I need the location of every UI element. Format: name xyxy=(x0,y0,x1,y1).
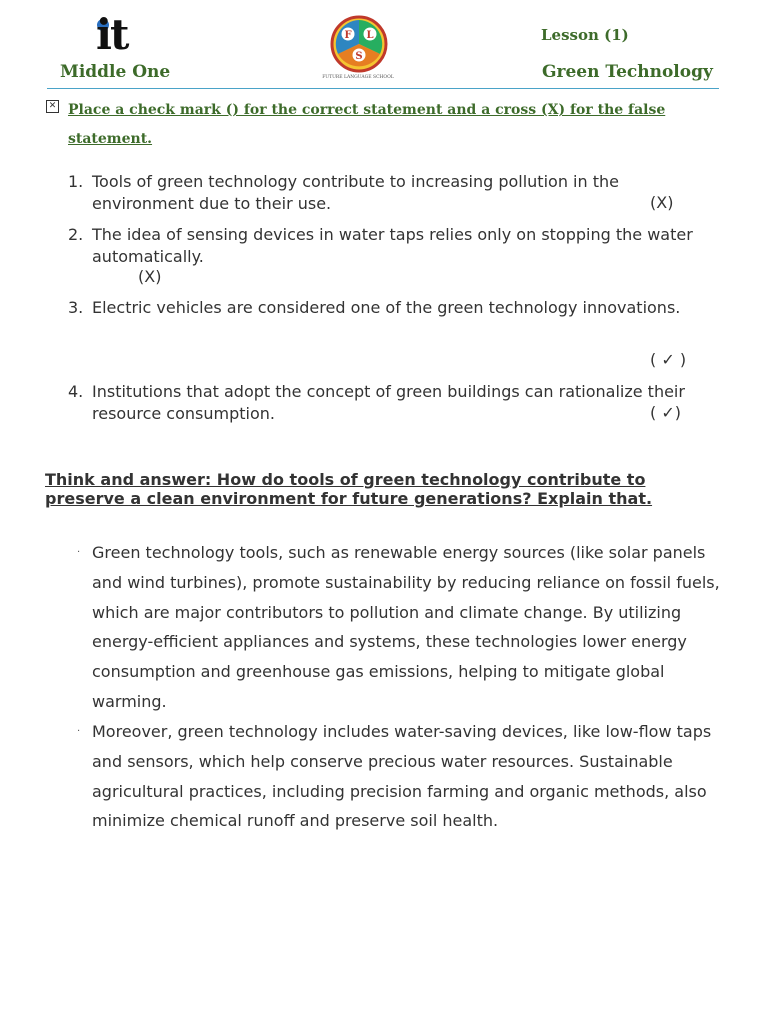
lesson-label: Lesson (1) xyxy=(541,26,629,44)
statement-2 xyxy=(68,224,728,268)
school-logo-letter-s: S xyxy=(355,51,363,62)
school-logo-letter-l: L xyxy=(366,30,374,41)
bullet-icon: · xyxy=(77,547,81,558)
statement-text: Institutions that adopt the concept of green buildings can rationalize their resource consumption. xyxy=(92,382,685,423)
answer-mark-2: (X) xyxy=(138,267,162,286)
statement-text: Tools of green technology contribute to increasing pollution in the environment due to their use. xyxy=(92,172,619,213)
school-caption: FUTURE LANGUAGE SCHOOL xyxy=(322,75,394,80)
statement-3 xyxy=(68,297,728,341)
school-logo-letter-f: F xyxy=(344,30,352,41)
instruction-text: Place a check mark () for the correct statement and a cross (X) for the false statement. xyxy=(68,102,666,147)
checkbox-cross-icon: ✕ xyxy=(46,100,59,113)
statement-number: 1. xyxy=(68,172,84,191)
statement-text: The idea of sensing devices in water taps relies only on stopping the water automatically. xyxy=(92,225,693,266)
answer-mark-1: (X) xyxy=(650,193,674,212)
statement-number: 4. xyxy=(68,382,84,401)
think-question: Think and answer: How do tools of green technology contribute to preserve a clean environment for future generations? Explain that. xyxy=(45,470,653,508)
answer-paragraph-1: Green technology tools, such as renewable energy sources (like solar panels and wind turbines), promote sustainability by reducing reliance on fossil fuels, which are major contributors to pollution and climate change. By utilizing energy-efficient appliances and systems, these technologies lower energy consumption and greenhouse gas emissions, helping to mitigate global warming. xyxy=(92,543,720,711)
statement-number: 3. xyxy=(68,298,84,317)
it-logo xyxy=(94,10,140,62)
bullet-icon: · xyxy=(77,726,81,737)
header-divider xyxy=(47,88,719,89)
class-level: Middle One xyxy=(60,62,171,82)
answer-paragraph-2: Moreover, green technology includes water-saving devices, like low-flow taps and sensors, which help conserve precious water resources. Sustainable agricultural practices, including precision farming and organic methods, also minimize chemical runoff and preserve soil health. xyxy=(92,722,712,831)
it-logo-text: it xyxy=(96,10,128,59)
statement-text: Electric vehicles are considered one of the green technology innovations. xyxy=(92,298,681,317)
statement-1 xyxy=(68,171,728,215)
answer-mark-3: ( ✓ ) xyxy=(650,350,687,369)
subject-title: Green Technology xyxy=(542,62,713,82)
school-logo xyxy=(326,14,392,84)
statement-4 xyxy=(68,381,728,425)
statement-number: 2. xyxy=(68,225,84,244)
answer-mark-4: ( ✓) xyxy=(650,403,681,422)
